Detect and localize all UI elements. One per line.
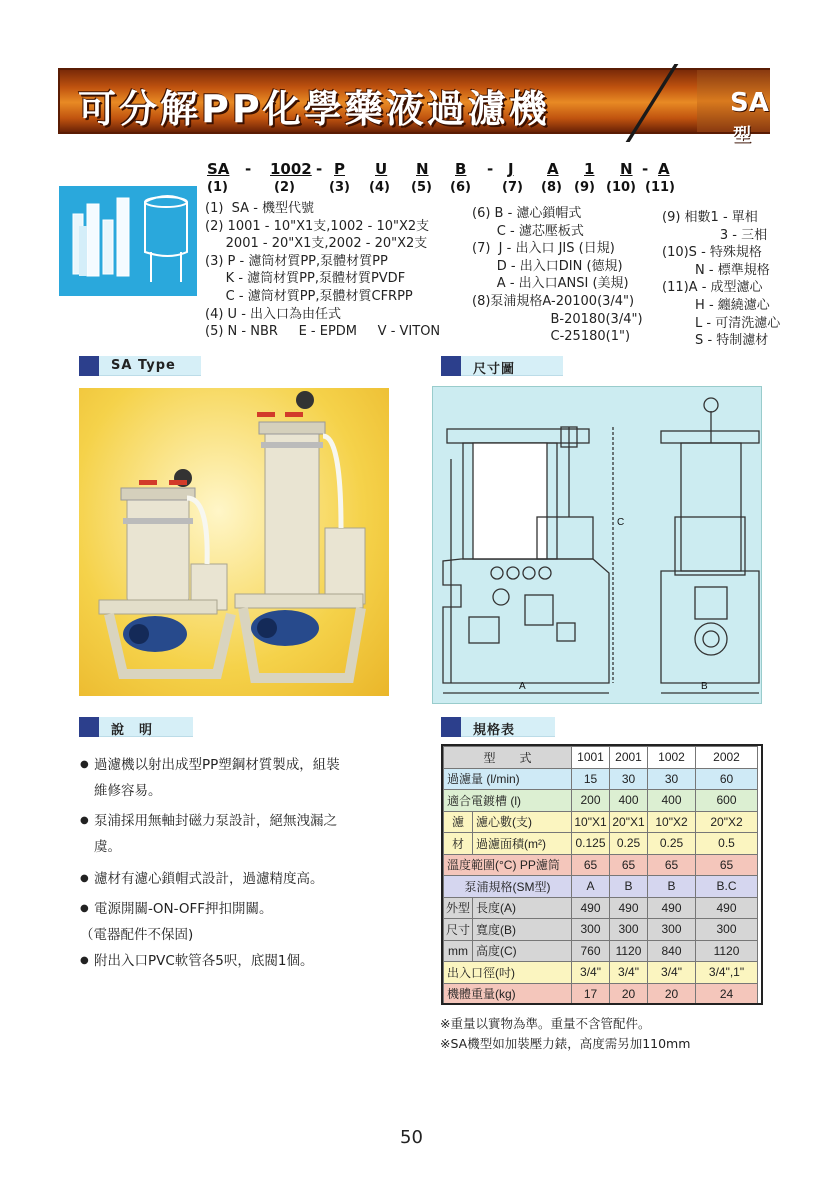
table-row	[444, 962, 758, 984]
section-title: SA Type	[111, 358, 176, 373]
table-row-label: 濾心數(支)	[473, 811, 572, 833]
model-suffix: 型	[733, 125, 751, 146]
table-cell: 200	[572, 790, 610, 812]
description-item: ● 泵浦採用無軸封磁力泵設計，絕無洩漏之 虞。	[80, 808, 410, 860]
table-row-label: 機體重量(kg)	[444, 983, 572, 1005]
code-number: (4)	[369, 180, 390, 195]
table-cell: 65	[696, 854, 758, 876]
table-cell: 1120	[696, 940, 758, 962]
table-row	[444, 940, 758, 962]
table-cell: 3/4"	[648, 962, 696, 984]
table-row	[444, 811, 758, 833]
dimension-drawing	[432, 386, 762, 704]
table-note: ※SA機型如加裝壓力錶，高度需另加110mm	[440, 1036, 691, 1051]
table-row-label: 泵浦規格(SM型)	[444, 876, 572, 898]
table-cell: 600	[696, 790, 758, 812]
table-cell: 15	[572, 768, 610, 790]
table-header-cell: 1002	[648, 747, 696, 769]
title-banner	[58, 68, 770, 146]
description-item: ● 過濾機以射出成型PP塑鋼材質製成，組裝 維修容易。	[80, 752, 410, 804]
filter-thumbnail-graphic	[59, 186, 197, 296]
table-cell: 30	[648, 768, 696, 790]
spec-table	[443, 746, 758, 1005]
table-cell: 490	[572, 897, 610, 919]
table-cell: 3/4"	[610, 962, 648, 984]
table-cell: 3/4"	[572, 962, 610, 984]
table-cell: A	[572, 876, 610, 898]
table-cell: 300	[648, 919, 696, 941]
code-number: (6)	[450, 180, 471, 195]
description-item: ● 電源開關-ON-OFF押扣開關。	[80, 896, 410, 922]
code-part: J	[508, 160, 514, 178]
table-cell: 0.25	[648, 833, 696, 855]
section-marker	[79, 356, 99, 376]
table-cell: 490	[610, 897, 648, 919]
code-part: P	[334, 160, 345, 178]
table-cell: 17	[572, 983, 610, 1005]
code-number: (1)	[207, 180, 228, 195]
spec-list-3: (9) 相數1 - 單相 3 - 三相 (10)S - 特殊規格 N - 標準規格 (11)A - 成型濾心 H - 纏繞濾心 L - 可清洗濾心 S - 特制濾材	[662, 210, 781, 349]
table-row	[444, 768, 758, 790]
table-row-label: 過濾量 (l/min)	[444, 768, 572, 790]
product-photo	[79, 388, 389, 696]
section-header-description	[79, 717, 193, 737]
table-header-cell: 型 式	[444, 747, 572, 769]
code-part: -	[245, 160, 252, 178]
table-cell: 30	[610, 768, 648, 790]
code-part: -	[487, 160, 494, 178]
description-note: （電器配件不保固)	[80, 927, 194, 943]
table-cell: 0.25	[610, 833, 648, 855]
table-header-cell: 1001	[572, 747, 610, 769]
spec-list-2: (6) B - 濾心鎖帽式 C - 濾芯壓板式 (7) J - 出入口 JIS (日規) D - 出入口DIN (德規) A - 出入口ANSI (美規) (8)泵浦規格A-20100(3/4") B-20180(3/4") C-25180(1")	[472, 206, 643, 345]
code-number: (5)	[411, 180, 432, 195]
table-row-label: 過濾面積(m²)	[473, 833, 572, 855]
dimension-b-label: B	[701, 681, 708, 692]
table-sub-label: PP濾筒	[519, 858, 560, 873]
description-list	[80, 752, 410, 974]
table-cell: 20"X2	[696, 811, 758, 833]
filter-machines-illustration	[79, 388, 389, 696]
code-part: -	[642, 160, 649, 178]
section-header-table	[441, 717, 555, 737]
table-cell: 0.125	[572, 833, 610, 855]
table-cell: B	[648, 876, 696, 898]
description-item: ● 附出入口PVC軟管各5呎，底閥1個。	[80, 948, 410, 974]
table-row	[444, 919, 758, 941]
code-part: B	[455, 160, 467, 178]
dimension-c-label: C	[617, 517, 625, 528]
table-row	[444, 897, 758, 919]
table-cell: 490	[648, 897, 696, 919]
section-marker	[441, 717, 461, 737]
table-cell: 20	[648, 983, 696, 1005]
table-row-label: 長度(A)	[473, 897, 572, 919]
table-cell: 1120	[610, 940, 648, 962]
table-row-label: 寬度(B)	[473, 919, 572, 941]
spec-list-1: (1) SA - 機型代號 (2) 1001 - 10"X1支,1002 - 10"X2支 2001 - 20"X1支,2002 - 20"X2支 (3) P - 濾筒材質PP,泵體材質PP K - 濾筒材質PP,泵體材質PVDF C - 濾筒材質PP,泵體材質CFRPP (4) U - 出入口為由任式 (5) N - NBR E - EPDM V - VITON	[205, 201, 441, 340]
table-cell: B.C	[696, 876, 758, 898]
table-header-cell: 2001	[610, 747, 648, 769]
dimension-drawing-graphic	[433, 387, 763, 705]
table-group-label: 材	[444, 833, 473, 855]
page-number: 50	[400, 1127, 423, 1148]
code-part: N	[416, 160, 429, 178]
filter-cartridge-thumbnail	[59, 186, 197, 296]
table-cell: 10"X1	[572, 811, 610, 833]
table-row-label: 出入口徑(吋)	[444, 962, 572, 984]
section-marker	[441, 356, 461, 376]
table-row	[444, 854, 758, 876]
table-cell: 760	[572, 940, 610, 962]
code-part: -	[316, 160, 323, 178]
code-number: (11)	[645, 180, 675, 195]
code-number: (2)	[274, 180, 295, 195]
table-row	[444, 983, 758, 1005]
table-row	[444, 876, 758, 898]
code-part: N	[620, 160, 633, 178]
code-part: A	[547, 160, 559, 178]
table-group-label: 濾	[444, 811, 473, 833]
table-cell: 300	[572, 919, 610, 941]
code-part: A	[658, 160, 670, 178]
dimension-a-label: A	[519, 681, 526, 692]
table-cell: 65	[610, 854, 648, 876]
table-row-label: 高度(C)	[473, 940, 572, 962]
table-cell: 0.5	[696, 833, 758, 855]
code-part: 1	[584, 160, 595, 178]
table-cell: 3/4",1"	[696, 962, 758, 984]
code-number: (3)	[329, 180, 350, 195]
section-header-drawing	[441, 356, 563, 376]
table-cell: 840	[648, 940, 696, 962]
table-cell: 20	[610, 983, 648, 1005]
section-title: 說 明	[111, 723, 154, 738]
code-part: U	[375, 160, 388, 178]
table-cell: 24	[696, 983, 758, 1005]
code-part: SA	[207, 160, 230, 178]
code-number: (8)	[541, 180, 562, 195]
table-cell: B	[610, 876, 648, 898]
table-group-label: mm	[444, 940, 473, 962]
table-group-label: 外型	[444, 897, 473, 919]
page-title: 可分解PP化學藥液過濾機	[78, 87, 550, 131]
code-part: 1002	[270, 160, 312, 178]
code-number: (10)	[606, 180, 636, 195]
table-header-row	[444, 747, 758, 769]
table-row	[444, 833, 758, 855]
table-cell: 300	[696, 919, 758, 941]
table-row-label	[444, 854, 572, 876]
model-name	[730, 88, 769, 148]
table-cell: 10"X2	[648, 811, 696, 833]
table-cell: 60	[696, 768, 758, 790]
table-cell: 65	[648, 854, 696, 876]
table-cell: 65	[572, 854, 610, 876]
table-row	[444, 790, 758, 812]
table-header-cell: 2002	[696, 747, 758, 769]
table-cell: 400	[648, 790, 696, 812]
code-number: (7)	[502, 180, 523, 195]
code-number: (9)	[574, 180, 595, 195]
table-cell: 20"X1	[610, 811, 648, 833]
section-header-photo	[79, 356, 201, 376]
model-code-label: SA	[730, 88, 769, 118]
description-item: ● 濾材有濾心鎖帽式設計，過濾精度高。	[80, 866, 410, 892]
table-cell: 300	[610, 919, 648, 941]
table-cell: 400	[610, 790, 648, 812]
section-marker	[79, 717, 99, 737]
table-cell: 490	[696, 897, 758, 919]
table-group-label: 尺寸	[444, 919, 473, 941]
section-title: 尺寸圖	[473, 362, 516, 377]
table-row-label: 適合電鍍槽 (l)	[444, 790, 572, 812]
table-note: ※重量以實物為準。重量不含管配件。	[440, 1016, 651, 1031]
table-group-label: 溫度範圍(°C)	[447, 858, 517, 873]
section-title: 規格表	[473, 723, 516, 738]
